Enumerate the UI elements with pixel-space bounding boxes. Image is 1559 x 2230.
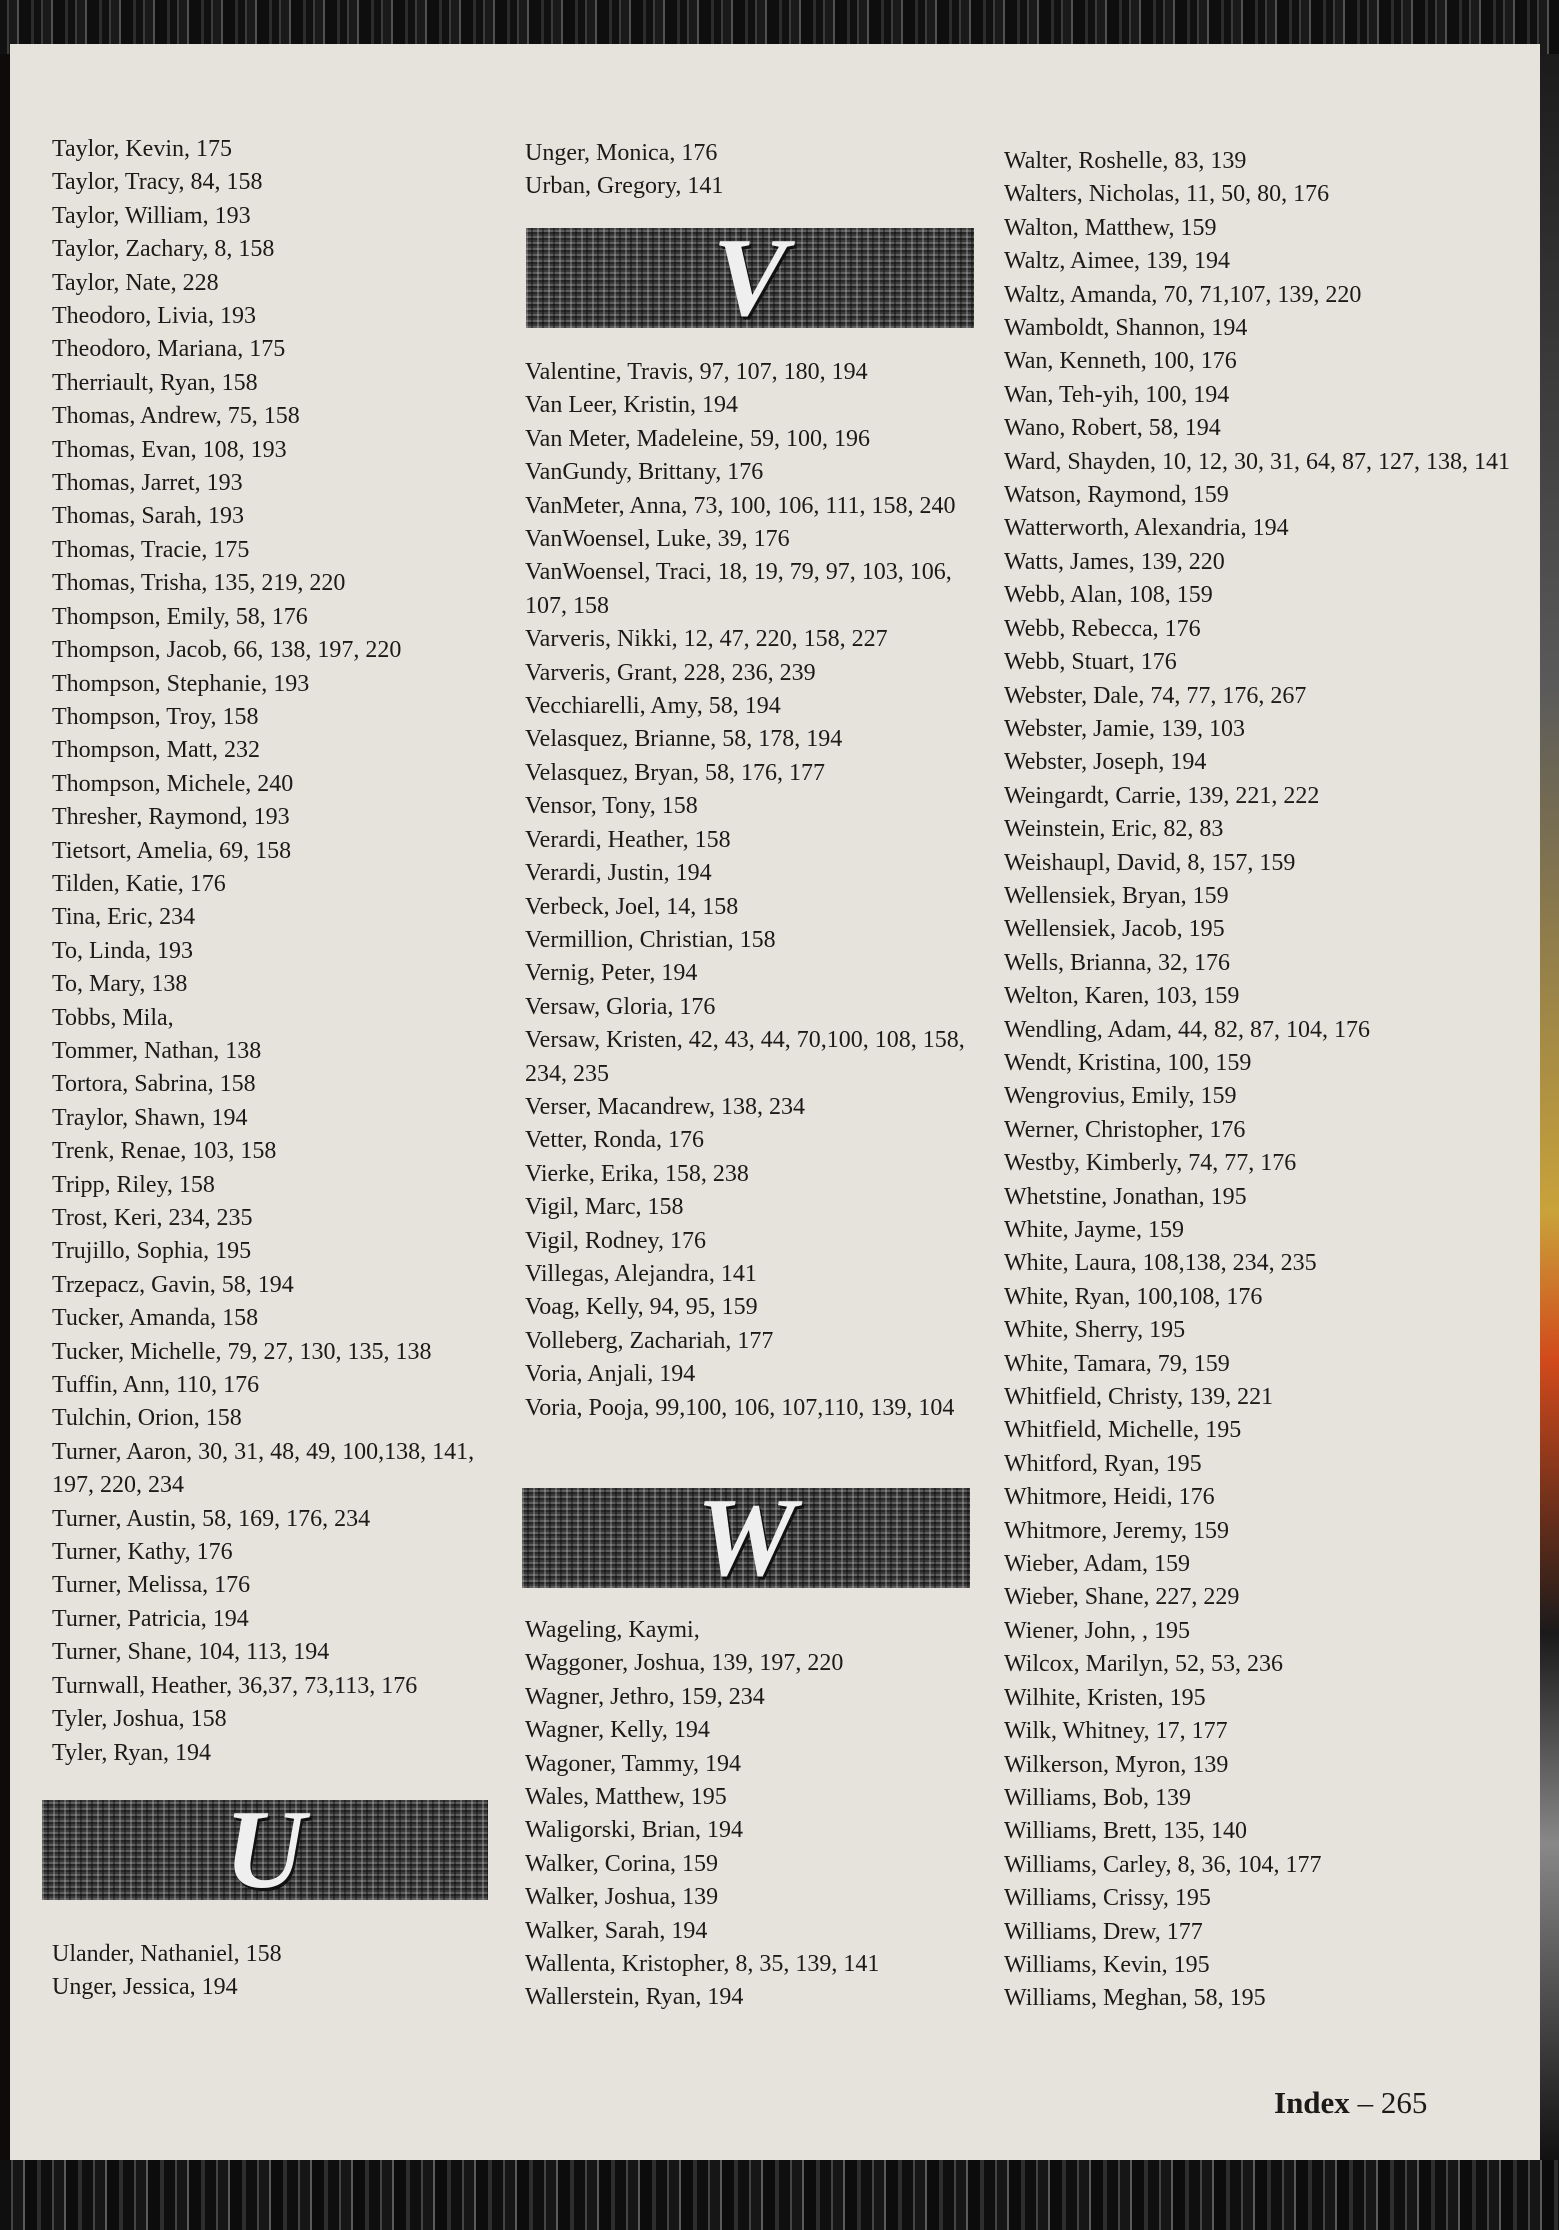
index-entry: Williams, Carley, 8, 36, 104, 177 [1004, 1851, 1322, 1878]
index-entry: Thomas, Trisha, 135, 219, 220 [52, 570, 346, 597]
index-entry: Wagoner, Tammy, 194 [525, 1750, 742, 1777]
index-entry: Wilkerson, Myron, 139 [1004, 1751, 1229, 1778]
index-entry: Taylor, William, 193 [52, 202, 251, 229]
index-entry: Whitfield, Michelle, 195 [1004, 1417, 1242, 1444]
index-entry: Williams, Brett, 135, 140 [1004, 1818, 1248, 1845]
index-entry: Taylor, Nate, 228 [52, 269, 219, 296]
index-entry: Tripp, Riley, 158 [52, 1171, 215, 1198]
index-entry: Wendling, Adam, 44, 82, 87, 104, 176 [1004, 1016, 1371, 1043]
index-entry: Ward, Shayden, 10, 12, 30, 31, 64, 87, 127, 138, 141 [1004, 448, 1511, 475]
index-entry: Whitmore, Jeremy, 159 [1004, 1517, 1230, 1544]
index-entry: Urban, Gregory, 141 [525, 173, 724, 200]
index-column-1 [52, 133, 497, 1770]
index-entry: Turnwall, Heather, 36,37, 73,113, 176 [52, 1672, 418, 1699]
index-entry: Vecchiarelli, Amy, 58, 194 [525, 693, 781, 720]
index-entry: Turner, Aaron, 30, 31, 48, 49, 100,138, 141, 197, 220, 234 [52, 1438, 475, 1499]
index-entry: Van Leer, Kristin, 194 [525, 392, 738, 419]
index-entry: Thompson, Emily, 58, 176 [52, 603, 308, 630]
index-entry: Wan, Teh-yih, 100, 194 [1004, 381, 1230, 408]
index-entry: Voria, Anjali, 194 [525, 1361, 696, 1388]
index-entry: Tucker, Michelle, 79, 27, 130, 135, 138 [52, 1338, 432, 1365]
section-letter-w: W [696, 1488, 796, 1588]
index-column-2-top [525, 137, 972, 204]
index-column-2-v-entries [525, 356, 972, 1425]
index-entry: Taylor, Kevin, 175 [52, 136, 232, 162]
index-entry: Whitford, Ryan, 195 [1004, 1450, 1202, 1477]
index-entry: White, Ryan, 100,108, 176 [1004, 1283, 1263, 1310]
index-entry: Wellensiek, Jacob, 195 [1004, 916, 1225, 943]
index-entry: Tietsort, Amelia, 69, 158 [52, 837, 292, 864]
index-entry: Wieber, Shane, 227, 229 [1004, 1584, 1240, 1611]
index-entry: Tyler, Joshua, 158 [52, 1706, 227, 1733]
index-entry: VanWoensel, Traci, 18, 19, 79, 97, 103, 106, 107, 158 [525, 559, 952, 619]
index-entry: Wallenta, Kristopher, 8, 35, 139, 141 [525, 1951, 880, 1978]
section-letter-banner-v [526, 228, 974, 328]
index-entry: Webster, Joseph, 194 [1004, 749, 1207, 776]
index-entry: Wano, Robert, 58, 194 [1004, 415, 1221, 442]
index-entry: Turner, Austin, 58, 169, 176, 234 [52, 1505, 371, 1532]
index-entry: Therriault, Ryan, 158 [52, 369, 258, 396]
index-entry: Wageling, Kaymi, [525, 1617, 700, 1643]
index-entry: Turner, Kathy, 176 [52, 1539, 233, 1566]
index-entry: Waltz, Aimee, 139, 194 [1004, 248, 1231, 275]
index-entry: Velasquez, Bryan, 58, 176, 177 [525, 759, 825, 786]
index-entry: Webb, Alan, 108, 159 [1004, 582, 1213, 609]
index-entry: Weishaupl, David, 8, 157, 159 [1004, 849, 1296, 876]
index-entry: Tommer, Nathan, 138 [52, 1037, 262, 1064]
index-entry: Thomas, Tracie, 175 [52, 536, 250, 563]
index-entry: Watts, James, 139, 220 [1004, 548, 1225, 575]
footer-index-label: Index [1274, 2085, 1350, 2120]
section-letter-banner-u [42, 1800, 488, 1900]
section-letter-v: V [712, 228, 788, 328]
index-entry: Tobbs, Mila, [52, 1004, 174, 1031]
index-column-3 [1004, 145, 1552, 2016]
index-entry: To, Linda, 193 [52, 937, 193, 964]
index-entry: Wieber, Adam, 159 [1004, 1551, 1191, 1578]
index-entry: Vernig, Peter, 194 [525, 960, 698, 987]
index-entry: Trujillo, Sophia, 195 [52, 1238, 252, 1265]
index-entry: Walker, Joshua, 139 [525, 1884, 719, 1911]
section-letter-banner-w [522, 1488, 970, 1588]
index-entry: Whetstine, Jonathan, 195 [1004, 1183, 1247, 1210]
index-entry: Turner, Shane, 104, 113, 194 [52, 1639, 330, 1666]
index-entry: Thompson, Jacob, 66, 138, 197, 220 [52, 637, 402, 664]
index-entry: Walton, Matthew, 159 [1004, 214, 1217, 241]
section-letter-u: U [224, 1800, 306, 1900]
index-entry: Varveris, Grant, 228, 236, 239 [525, 659, 816, 686]
index-entry: Walter, Roshelle, 83, 139 [1004, 148, 1247, 174]
index-entry: Welton, Karen, 103, 159 [1004, 983, 1240, 1010]
index-entry: Wellensiek, Bryan, 159 [1004, 882, 1229, 909]
index-entry: Wilcox, Marilyn, 52, 53, 236 [1004, 1651, 1283, 1678]
index-entry: Trzepacz, Gavin, 58, 194 [52, 1271, 294, 1298]
index-entry: Wiener, John, , 195 [1004, 1617, 1191, 1644]
index-entry: Voag, Kelly, 94, 95, 159 [525, 1294, 758, 1321]
index-entry: Williams, Crissy, 195 [1004, 1885, 1211, 1912]
index-entry: Weingardt, Carrie, 139, 221, 222 [1004, 782, 1320, 809]
index-entry: Wales, Matthew, 195 [525, 1784, 727, 1811]
index-entry: Webster, Jamie, 139, 103 [1004, 715, 1246, 742]
index-entry: Vierke, Erika, 158, 238 [525, 1160, 749, 1187]
index-entry: Varveris, Nikki, 12, 47, 220, 158, 227 [525, 626, 888, 653]
index-entry: Tilden, Katie, 176 [52, 870, 226, 897]
index-entry: Webb, Stuart, 176 [1004, 649, 1177, 676]
index-entry: VanMeter, Anna, 73, 100, 106, 111, 158, 240 [525, 492, 956, 519]
index-entry: Tyler, Ryan, 194 [52, 1739, 212, 1766]
index-entry: White, Jayme, 159 [1004, 1217, 1184, 1243]
index-entry: Williams, Drew, 177 [1004, 1918, 1203, 1945]
index-entry: Trenk, Renae, 103, 158 [52, 1138, 277, 1165]
index-entry: Wengrovius, Emily, 159 [1004, 1083, 1237, 1110]
index-entry: Vermillion, Christian, 158 [525, 926, 776, 953]
index-entry: Thomas, Evan, 108, 193 [52, 436, 287, 463]
bottom-photo-strip [0, 2160, 1559, 2230]
footer-page-number: 265 [1380, 2085, 1428, 2120]
index-entry: Waggoner, Joshua, 139, 197, 220 [525, 1650, 844, 1677]
index-entry: Velasquez, Brianne, 58, 178, 194 [525, 726, 843, 753]
index-entry: Traylor, Shawn, 194 [52, 1104, 248, 1131]
index-entry: Walker, Sarah, 194 [525, 1917, 708, 1944]
index-entry: Williams, Meghan, 58, 195 [1004, 1985, 1266, 2012]
index-entry: Taylor, Zachary, 8, 158 [52, 236, 275, 263]
index-entry: Thompson, Stephanie, 193 [52, 670, 310, 697]
index-entry: Unger, Jessica, 194 [52, 1974, 238, 2001]
index-entry: Versaw, Kristen, 42, 43, 44, 70,100, 108, 158, 234, 235 [525, 1027, 965, 1087]
index-column-1-u-entries [52, 1938, 497, 2005]
index-entry: Williams, Bob, 139 [1004, 1784, 1192, 1811]
index-entry: Verser, Macandrew, 138, 234 [525, 1093, 806, 1120]
index-entry: Wells, Brianna, 32, 176 [1004, 949, 1231, 976]
index-entry: Valentine, Travis, 97, 107, 180, 194 [525, 359, 868, 385]
index-entry: Williams, Kevin, 195 [1004, 1951, 1210, 1978]
index-entry: Wendt, Kristina, 100, 159 [1004, 1049, 1252, 1076]
page-footer [1274, 2085, 1427, 2121]
index-entry: Thomas, Jarret, 193 [52, 470, 243, 497]
index-entry: Theodoro, Livia, 193 [52, 303, 256, 330]
index-entry: VanWoensel, Luke, 39, 176 [525, 526, 790, 553]
index-entry: White, Sherry, 195 [1004, 1317, 1186, 1344]
index-entry: Webb, Rebecca, 176 [1004, 615, 1201, 642]
index-entry: Thomas, Sarah, 193 [52, 503, 244, 530]
index-entry: Walker, Corina, 159 [525, 1850, 719, 1877]
index-entry: Tulchin, Orion, 158 [52, 1405, 242, 1432]
index-entry: Turner, Melissa, 176 [52, 1572, 251, 1599]
index-entry: Whitmore, Heidi, 176 [1004, 1484, 1215, 1511]
index-entry: Verbeck, Joel, 14, 158 [525, 893, 739, 920]
index-entry: Versaw, Gloria, 176 [525, 993, 716, 1020]
index-entry: Theodoro, Mariana, 175 [52, 336, 286, 363]
index-entry: To, Mary, 138 [52, 971, 188, 998]
index-entry: Voria, Pooja, 99,100, 106, 107,110, 139, 104 [525, 1394, 955, 1421]
index-entry: Verardi, Heather, 158 [525, 826, 731, 853]
index-entry: Vigil, Rodney, 176 [525, 1227, 706, 1254]
index-entry: White, Tamara, 79, 159 [1004, 1350, 1230, 1377]
index-entry: Taylor, Tracy, 84, 158 [52, 169, 263, 196]
index-entry: White, Laura, 108,138, 234, 235 [1004, 1250, 1317, 1277]
index-entry: Wallerstein, Ryan, 194 [525, 1984, 744, 2011]
index-entry: Tucker, Amanda, 158 [52, 1305, 259, 1332]
index-entry: Waligorski, Brian, 194 [525, 1817, 744, 1844]
index-entry: Thompson, Matt, 232 [52, 737, 260, 764]
index-entry: Werner, Christopher, 176 [1004, 1116, 1246, 1143]
index-entry: Watterworth, Alexandria, 194 [1004, 515, 1289, 542]
index-entry: Webster, Dale, 74, 77, 176, 267 [1004, 682, 1307, 709]
index-entry: Vensor, Tony, 158 [525, 793, 698, 820]
index-entry: Wilk, Whitney, 17, 177 [1004, 1718, 1228, 1745]
index-entry: Walters, Nicholas, 11, 50, 80, 176 [1004, 181, 1330, 208]
index-entry: Thompson, Troy, 158 [52, 703, 259, 730]
index-entry: Wamboldt, Shannon, 194 [1004, 315, 1248, 342]
index-column-2-w-entries [525, 1614, 972, 2015]
index-entry: Turner, Patricia, 194 [52, 1605, 249, 1632]
index-entry: Trost, Keri, 234, 235 [52, 1205, 253, 1231]
index-entry: Wan, Kenneth, 100, 176 [1004, 348, 1237, 375]
index-entry: Watson, Raymond, 159 [1004, 482, 1229, 509]
index-entry: Vetter, Ronda, 176 [525, 1127, 705, 1154]
index-entry: Wagner, Jethro, 159, 234 [525, 1683, 765, 1710]
index-entry: VanGundy, Brittany, 176 [525, 459, 764, 486]
index-entry: Thresher, Raymond, 193 [52, 804, 290, 831]
index-entry: Villegas, Alejandra, 141 [525, 1260, 757, 1287]
footer-separator: – [1357, 2085, 1374, 2120]
index-entry: Weinstein, Eric, 82, 83 [1004, 816, 1224, 843]
index-entry: Wagner, Kelly, 194 [525, 1717, 710, 1744]
index-entry: Tortora, Sabrina, 158 [52, 1071, 256, 1098]
index-entry: Whitfield, Christy, 139, 221 [1004, 1384, 1274, 1411]
index-entry: Westby, Kimberly, 74, 77, 176 [1004, 1150, 1297, 1177]
index-entry: Verardi, Justin, 194 [525, 860, 712, 887]
index-entry: Tina, Eric, 234 [52, 904, 196, 931]
index-entry: Waltz, Amanda, 70, 71,107, 139, 220 [1004, 281, 1362, 308]
index-entry: Wilhite, Kristen, 195 [1004, 1684, 1206, 1711]
index-entry: Unger, Monica, 176 [525, 140, 718, 166]
index-entry: Ulander, Nathaniel, 158 [52, 1941, 282, 1967]
index-entry: Volleberg, Zachariah, 177 [525, 1327, 774, 1354]
index-entry: Tuffin, Ann, 110, 176 [52, 1372, 260, 1399]
index-entry: Vigil, Marc, 158 [525, 1194, 684, 1221]
index-entry: Van Meter, Madeleine, 59, 100, 196 [525, 425, 870, 452]
index-entry: Thompson, Michele, 240 [52, 770, 294, 797]
index-entry: Thomas, Andrew, 75, 158 [52, 403, 300, 430]
